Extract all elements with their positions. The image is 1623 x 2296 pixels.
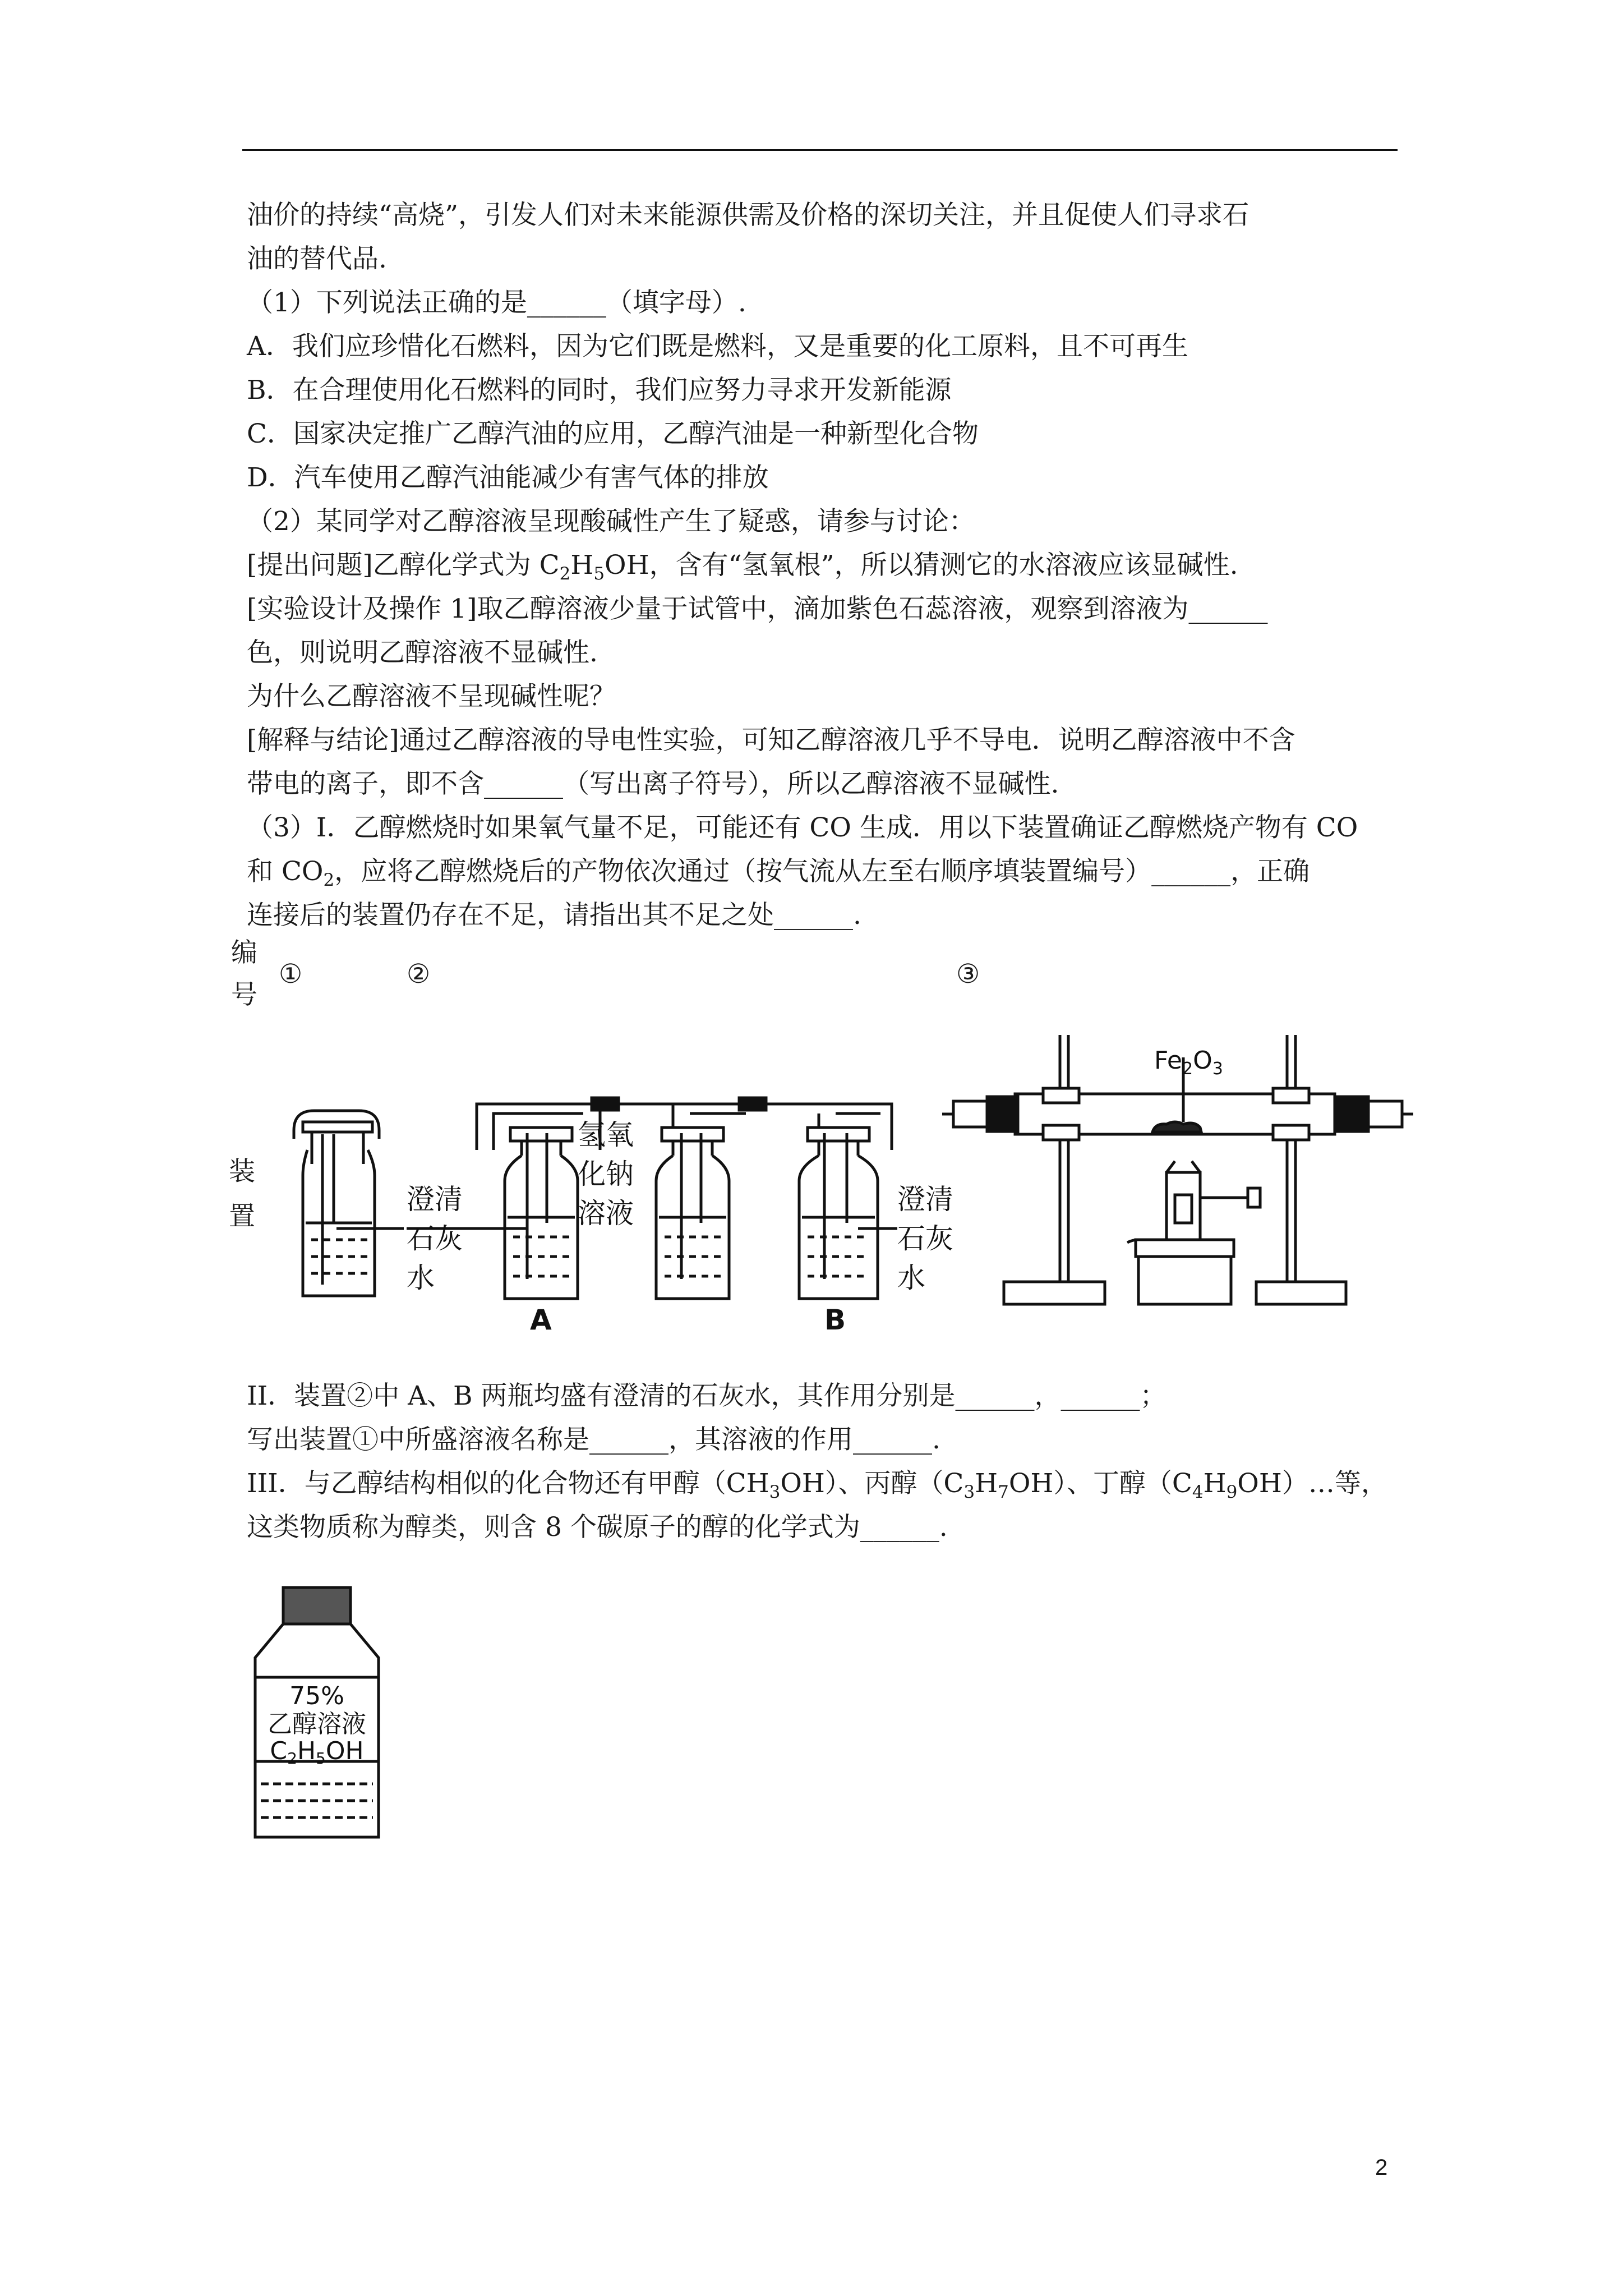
device-number-3: ③ (956, 959, 980, 990)
label-number-1: 编 (231, 937, 257, 968)
naoh-label-line-1: 氢氧 (578, 1119, 634, 1151)
q1-option-d: D．汽车使用乙醇汽油能减少有害气体的排放 (247, 462, 769, 493)
label-device-1: 装 (229, 1156, 255, 1187)
page-number: 2 (1375, 2155, 1388, 2180)
q2-problem: [提出问题]乙醇化学式为 $C_2H_5OH$，含有“氢氧根”，所以猜测它的水溶液应该显碱性. (247, 550, 1238, 584)
bottle-b-label: B (824, 1304, 846, 1336)
part3-line-2: 这类物质称为醇类，则含 8 个碳原子的醇的化学式为______. (247, 1512, 948, 1543)
intro-line-1: 油价的持续“高烧”，引发人们对未来能源供需及价格的深切关注，并且促使人们寻求石 (247, 200, 1249, 231)
part2-line-2: 写出装置①中所盛溶液名称是______，其溶液的作用______. (247, 1424, 940, 1455)
q2-why: 为什么乙醇溶液不呈现碱性呢？ (247, 681, 616, 712)
q3-line-2: 和 $CO_2$，应将乙醇燃烧后的产物依次通过（按气流从左至右顺序填装置编号）______，正确 (247, 856, 1310, 890)
naoh-label-line-3: 溶液 (578, 1197, 634, 1230)
part2-line-1: II．装置②中 A、B 两瓶均盛有澄清的石灰水，其作用分别是______，______； (247, 1381, 1166, 1411)
q2-experiment-line-1: [实验设计及操作 1]取乙醇溶液少量于试管中，滴加紫色石蕊溶液，观察到溶液为______ (247, 593, 1268, 624)
part3-line-1: III．与乙醇结构相似的化合物还有甲醇$(CH_3OH)$、丙醇$(C_3H_7OH)$、丁醇$(C_4H_9OH)\dots$等， (247, 1468, 1387, 1502)
lime-water-label-1-line-1: 澄清 (407, 1183, 463, 1216)
bottle-label-percent: 75% (289, 1682, 344, 1710)
lime-water-label-2-line-3: 水 (897, 1262, 925, 1294)
device-number-1: ① (279, 959, 303, 990)
q1-option-c: C．国家决定推广乙醇汽油的应用，乙醇汽油是一种新型化合物 (247, 418, 979, 449)
naoh-label-line-2: 化钠 (578, 1158, 634, 1190)
label-number-2: 号 (231, 979, 257, 1010)
lime-water-label-1-line-2: 石灰 (407, 1222, 463, 1255)
q1-stem: （1）下列说法正确的是______（填字母）. (247, 287, 746, 318)
q1-option-b: B．在合理使用化石燃料的同时，我们应努力寻求开发新能源 (247, 375, 952, 406)
lime-water-label-2-line-2: 石灰 (897, 1222, 953, 1255)
lime-water-label-2-line-1: 澄清 (897, 1183, 953, 1216)
q1-option-a: A．我们应珍惜化石燃料，因为它们既是燃料，又是重要的化工原料，且不可再生 (247, 331, 1188, 362)
q2-experiment-line-2: 色，则说明乙醇溶液不显碱性. (247, 637, 598, 668)
fe2o3-label: $Fe_2O_3$ (1154, 1046, 1223, 1079)
q2-conclusion-line-1: [解释与结论]通过乙醇溶液的导电性实验，可知乙醇溶液几乎不导电．说明乙醇溶液中不含 (247, 725, 1295, 756)
q3-line-3: 连接后的装置仍存在不足，请指出其不足之处______. (247, 900, 861, 931)
bottle-a-label: A (530, 1304, 552, 1336)
label-device-2: 置 (229, 1201, 255, 1232)
lime-water-label-1-line-3: 水 (407, 1262, 435, 1294)
q3-line-1: （3）I．乙醇燃烧时如果氧气量不足，可能还有 CO 生成．用以下装置确证乙醇燃烧产物有 CO (247, 812, 1358, 843)
bottle-cap (283, 1588, 351, 1624)
q2-stem: （2）某同学对乙醇溶液呈现酸碱性产生了疑惑，请参与讨论： (247, 506, 975, 537)
q2-conclusion-line-2: 带电的离子，即不含______（写出离子符号），所以乙醇溶液不显碱性. (247, 769, 1059, 799)
intro-line-2: 油的替代品. (247, 243, 387, 274)
device-number-2: ② (407, 959, 431, 990)
bottle-label-formula: C2H5OH (270, 1737, 364, 1768)
bottle-label-name: 乙醇溶液 (268, 1710, 366, 1738)
